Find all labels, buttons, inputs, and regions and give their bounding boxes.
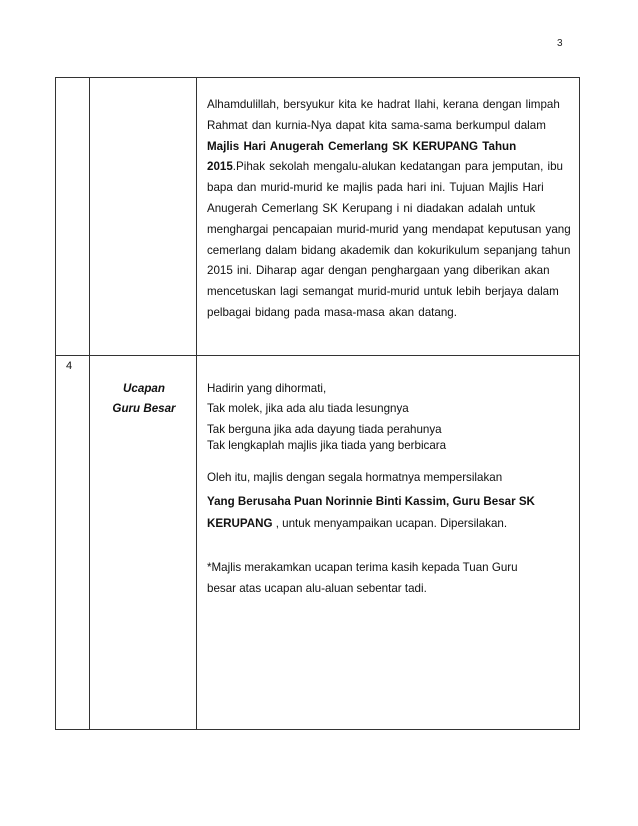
row-divider <box>56 355 579 356</box>
greeting: Hadirin yang dihormati, <box>207 382 327 395</box>
event-name: Majlis Hari Anugerah Cemerlang SK KERUPANG Tahun 2015 <box>207 139 517 174</box>
note-line: besar atas ucapan alu-aluan sebentar tadi. <box>207 582 427 595</box>
pantun-line: Tak molek, jika ada alu tiada lesungnya <box>207 402 409 415</box>
page-number: 3 <box>557 38 563 49</box>
note-line: *Majlis merakamkan ucapan terima kasih kepada Tuan Guru <box>207 561 518 574</box>
pantun-line: Tak berguna jika ada dayung tiada perahunya <box>207 423 442 436</box>
paragraph-text: .Pihak sekolah mengalu-alukan kedatangan para jemputan, ibu bapa dan murid-murid ke majlis pada hari ini. Tujuan Majlis Hari Anugerah Cemerlang SK Kerupang i ni diadakan adalah untuk menghargai pencapaian murid-murid yang mendapat keputusan yang cemerlang dalam bidang akademik dan kokurikulum sepanjang tahun 2015 ini. Diharap agar dengan penghargaan yang diberikan akan mencetuskan lagi semangat murid-murid untuk lebih berjaya dalam pelbagai bidang pada masa-masa akan datang. <box>207 160 571 319</box>
paragraph-text: Alhamdulillah, bersyukur kita ke hadrat Ilahi, kerana dengan limpah Rahmat dan kurnia-Nya dapat kita sama-sama berkumpul dalam <box>207 98 560 132</box>
program-table <box>55 77 580 730</box>
row-number: 4 <box>66 360 73 372</box>
invitation-end: , untuk menyampaikan ucapan. Dipersilakan. <box>272 517 508 530</box>
item-title: Guru Besar <box>112 402 176 415</box>
school-name: KERUPANG <box>207 517 273 530</box>
column-divider <box>196 78 197 729</box>
invitation-text: Oleh itu, majlis dengan segala hormatnya mempersilakan <box>207 471 503 484</box>
column-divider <box>89 78 90 729</box>
item-title: Ucapan <box>123 382 165 395</box>
invitee-name: Yang Berusaha Puan Norinnie Binti Kassim, Guru Besar SK <box>207 495 535 508</box>
invitation-line <box>207 517 507 530</box>
pantun-line: Tak lengkaplah majlis jika tiada yang berbicara <box>207 439 447 452</box>
opening-paragraph <box>207 95 572 324</box>
